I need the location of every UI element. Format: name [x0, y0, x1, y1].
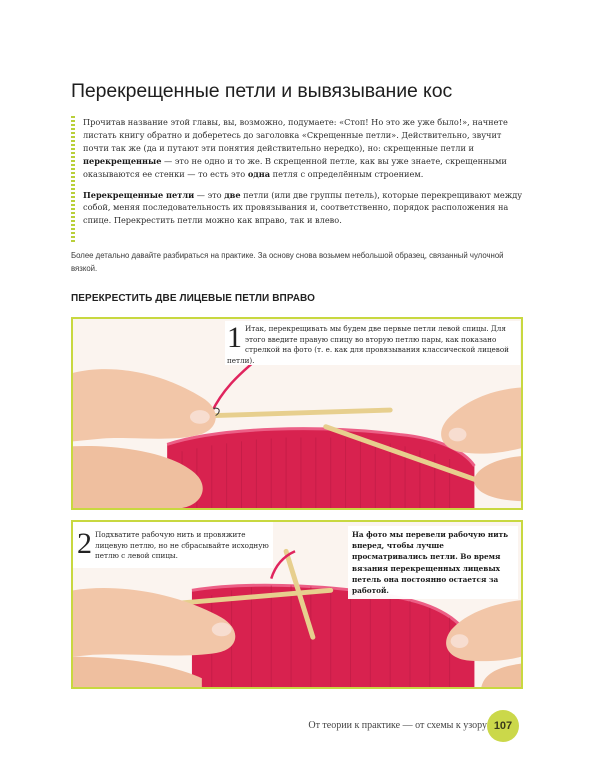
intro-p2-bold-2: две — [224, 189, 241, 200]
intro-p2-text-2: петли (или две группы петель), которые перекрещивают между собой, меняя последовательность их провязывания и, соответственно, порядок расположения на спице. Перекрестить петли можно как вправо, так и влево. — [83, 189, 523, 226]
intro-p1-text-2: — это не одно и то же. В скрещенной петле, как вы уже знаете, скрещенными оказываются ее стенки — то есть это — [83, 155, 507, 179]
step-2-photo-frame — [71, 520, 523, 689]
page-number: 107 — [493, 720, 513, 732]
intro-p1-bold-2: одна — [247, 168, 271, 179]
section-heading: ПЕРЕКРЕСТИТЬ ДВЕ ЛИЦЕВЫЕ ПЕТЛИ ВПРАВО — [71, 293, 315, 304]
step-2-caption — [73, 522, 273, 568]
step-1-caption — [225, 321, 520, 365]
step-1-number: 1 — [227, 321, 242, 354]
intro-p1-text-3: петля с определённым строением. — [270, 168, 424, 179]
body-paragraph: Более детально давайте разбираться на практике. За основу снова возьмем небольшой образец, связанный чулочной вязкой. — [71, 251, 504, 273]
intro-block — [71, 116, 523, 244]
intro-p1-bold-1: перекрещенные — [83, 155, 162, 166]
step-1-text: Итак, перекрещивать мы будем две первые петли левой спицы. Для этого введите правую спицу во вторую петлю пары, как показано стрелкой на фото (т. е. как для провязывания классической лицевой петли). — [227, 324, 509, 365]
step-2-note: На фото мы перевели рабочую нить вперед, чтобы лучше просматривались петли. Во время вязания перекрещенных лицевых петель она постоянно остается за работой. — [348, 526, 518, 599]
intro-p2-bold-1: Перекрещенные петли — [83, 189, 195, 200]
intro-paragraph-1 — [83, 116, 523, 181]
step-1-photo-frame — [71, 317, 523, 510]
page-number-badge — [487, 710, 519, 742]
step-2-number: 2 — [77, 527, 92, 560]
intro-p2-text-1: — это — [194, 189, 225, 200]
footer-text: От теории к практике — от схемы к узору — [308, 720, 487, 731]
step-2-text: Подхватите рабочую нить и провяжите лицевую петлю, но не сбрасывайте исходную петлю с левой спицы. — [95, 530, 269, 560]
intro-p1-text-1: Прочитав название этой главы, вы, возможно, подумаете: «Стоп! Но это же уже было!», начнете листать книгу обратно и доберетесь до заголовка «Скрещенные петли». Действительно, звучит почти так же (да и путают эти понятия действительно нередко), но: скрещенные петли и — [83, 117, 508, 153]
chapter-title: Перекрещенные петли и вывязывание кос — [71, 80, 453, 102]
intro-text — [83, 116, 523, 235]
intro-paragraph-2 — [83, 189, 523, 228]
intro-accent-bar — [71, 116, 75, 244]
